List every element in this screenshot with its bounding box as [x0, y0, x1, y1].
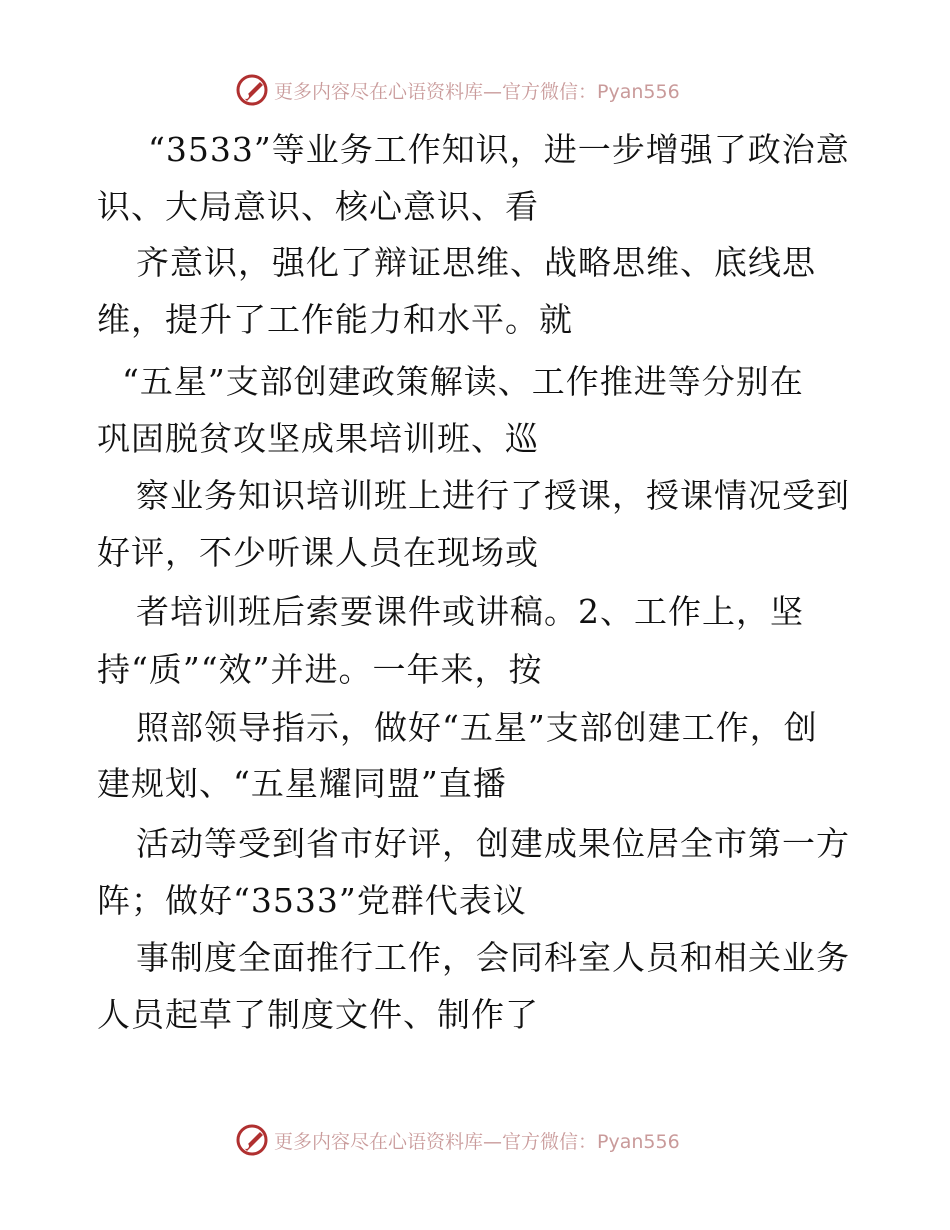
body-line: 巩固脱贫攻坚成果培训班、巡	[97, 419, 539, 458]
watermark-contact-text: —官方微信：Pyan556	[483, 80, 680, 103]
body-line: 建规划、“五星耀同盟”直播	[97, 764, 507, 803]
watermark-brand-text: 更多内容尽在心语资料库	[274, 1130, 484, 1153]
body-line: 阵；做好“3533”党群代表议	[97, 881, 527, 920]
body-line: 齐意识，强化了辩证思维、战略思维、底线思	[136, 243, 816, 282]
body-line: 好评，不少听课人员在现场或	[97, 533, 539, 572]
body-line: “五星”支部创建政策解读、工作推进等分别在	[122, 362, 804, 401]
body-line: 人员起草了制度文件、制作了	[97, 995, 539, 1034]
body-line: 识、大局意识、核心意识、看	[97, 187, 539, 226]
body-line: 者培训班后索要课件或讲稿。2、工作上，坚	[136, 592, 804, 631]
watermark-brand-text: 更多内容尽在心语资料库	[274, 80, 484, 103]
body-line: “3533”等业务工作知识，进一步增强了政治意	[148, 130, 850, 169]
header-watermark	[234, 70, 680, 110]
body-line: 事制度全面推行工作，会同科室人员和相关业务	[136, 938, 850, 977]
brand-logo-icon	[234, 72, 270, 108]
body-line: 持“质”“效”并进。一年来，按	[97, 650, 543, 689]
brand-logo-icon	[234, 1122, 270, 1158]
body-line: 察业务知识培训班上进行了授课，授课情况受到	[136, 476, 850, 515]
body-line: 照部领导指示，做好“五星”支部创建工作，创	[136, 708, 818, 747]
body-line: 活动等受到省市好评，创建成果位居全市第一方	[136, 824, 850, 863]
watermark-contact-text: —官方微信：Pyan556	[483, 1130, 680, 1153]
body-line: 维，提升了工作能力和水平。就	[97, 300, 573, 339]
footer-watermark	[234, 1120, 680, 1160]
